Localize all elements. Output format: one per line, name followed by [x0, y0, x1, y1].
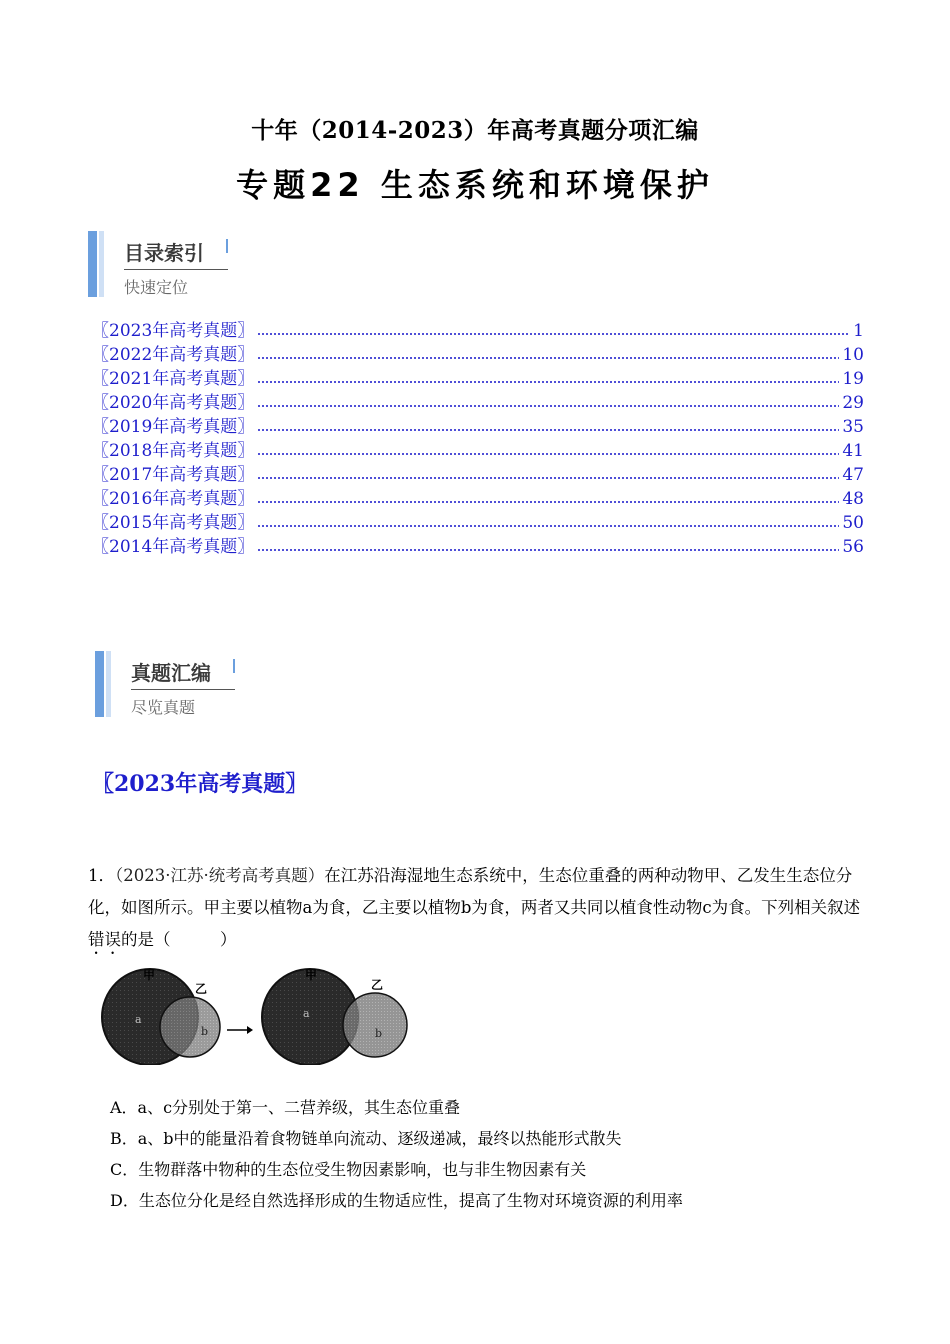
toc-entry-page[interactable]: 10 [842, 345, 864, 365]
option-d[interactable]: D．生态位分化是经自然选择形成的生物适应性，提高了生物对环境资源的利用率 [110, 1191, 683, 1210]
toc-entry-label[interactable]: 〖2016年高考真题〗 [92, 489, 255, 509]
toc-entry-label[interactable]: 〖2018年高考真题〗 [92, 441, 255, 461]
toc-entry-page[interactable]: 1 [853, 321, 864, 341]
inner-label-a: a [135, 1013, 142, 1026]
toc-leader-dots [257, 476, 839, 480]
toc-leader-dots [257, 524, 839, 528]
toc-leader-dots [257, 500, 839, 504]
toc-entry[interactable] [92, 484, 864, 508]
toc-leader-dots [257, 356, 839, 360]
inner-label-a-after: a [303, 1007, 310, 1020]
toc-section-caption: 快速定位 [124, 278, 189, 297]
toc-entry-page[interactable]: 47 [842, 465, 864, 485]
toc-entry-label[interactable]: 〖2022年高考真题〗 [92, 345, 255, 365]
toc-leader-dots [257, 404, 839, 408]
toc-entry[interactable] [92, 412, 864, 436]
toc-entry-page[interactable]: 48 [842, 489, 864, 509]
questions-section-header [95, 651, 255, 726]
toc-entry-page[interactable]: 19 [842, 369, 864, 389]
label-jia-after: 甲 [305, 968, 318, 982]
table-of-contents [92, 316, 864, 556]
toc-entry[interactable] [92, 508, 864, 532]
questions-section-caption: 尽览真题 [131, 698, 196, 717]
toc-entry-page[interactable]: 35 [842, 417, 864, 437]
section-bar [95, 651, 104, 717]
toc-entry[interactable] [92, 364, 864, 388]
toc-section-header [88, 231, 248, 306]
label-yi-after: 乙 [371, 978, 384, 992]
section-bar-light [106, 651, 111, 717]
toc-leader-dots [257, 380, 839, 384]
toc-leader-dots [257, 428, 839, 432]
toc-entry-page[interactable]: 29 [842, 393, 864, 413]
toc-leader-dots [257, 548, 839, 552]
label-yi: 乙 [195, 982, 208, 996]
inner-label-b-after: b [375, 1027, 383, 1040]
option-a[interactable]: A．a、c分别处于第一、二营养级，其生态位重叠 [110, 1098, 461, 1117]
inner-label-b: b [201, 1025, 209, 1038]
toc-section-label: 目录索引 [124, 241, 204, 265]
collection-subtitle: 十年（2014-2023）年高考真题分项汇编 [251, 117, 699, 144]
toc-entry-label[interactable]: 〖2019年高考真题〗 [92, 417, 255, 437]
topic-title: 专题22 生态系统和环境保护 [236, 166, 714, 204]
question-tail: 的是（ ） [121, 930, 237, 949]
arrow-head [247, 1026, 253, 1034]
niche-circle-b [160, 997, 220, 1057]
year-heading: 〖2023年高考真题〗 [92, 771, 308, 797]
question-number: 1． [88, 866, 115, 885]
section-rule [124, 269, 228, 270]
option-b[interactable]: B．a、b中的能量沿着食物链单向流动、逐级递减，最终以热能形式散失 [110, 1129, 622, 1148]
niche-differentiation-diagram [95, 965, 425, 1065]
toc-entry-label[interactable]: 〖2014年高考真题〗 [92, 537, 255, 557]
toc-entry-label[interactable]: 〖2015年高考真题〗 [92, 513, 255, 533]
section-bar-light [99, 231, 104, 297]
toc-entry[interactable] [92, 532, 864, 556]
toc-entry-page[interactable]: 50 [842, 513, 864, 533]
toc-entry[interactable] [92, 316, 864, 340]
diagram-svg [95, 965, 425, 1065]
section-rule [131, 689, 235, 690]
toc-entry[interactable] [92, 436, 864, 460]
toc-entry[interactable] [92, 388, 864, 412]
niche-circle-b-after [343, 993, 407, 1057]
question-emphasis: 错误 [88, 930, 121, 949]
label-jia: 甲 [143, 968, 156, 982]
toc-entry-page[interactable]: 41 [842, 441, 864, 461]
question-1 [88, 860, 863, 958]
toc-entry-label[interactable]: 〖2021年高考真题〗 [92, 369, 255, 389]
toc-entry-label[interactable]: 〖2020年高考真题〗 [92, 393, 255, 413]
option-c[interactable]: C．生物群落中物种的生态位受生物因素影响，也与非生物因素有关 [110, 1160, 587, 1179]
toc-entry[interactable] [92, 460, 864, 484]
toc-leader-dots [257, 332, 850, 336]
question-source: （2023·江苏·统考高考真题） [115, 866, 325, 885]
answer-options [110, 1092, 683, 1216]
toc-entry-label[interactable]: 〖2017年高考真题〗 [92, 465, 255, 485]
section-bar [88, 231, 97, 297]
question-text: 在江苏沿海湿地生态系统中，生态位重叠的两种动物甲、乙发生生态位分化，如图所示。甲主要以植物a为食，乙主要以植物b为食，两者又共同以植食性动物c为食。下列相关叙述 [88, 866, 861, 917]
toc-entry-page[interactable]: 56 [842, 537, 864, 557]
toc-entry[interactable] [92, 340, 864, 364]
toc-entry-label[interactable]: 〖2023年高考真题〗 [92, 321, 255, 341]
section-tick [233, 659, 235, 673]
questions-section-label: 真题汇编 [131, 661, 211, 685]
section-tick [226, 239, 228, 253]
toc-leader-dots [257, 452, 839, 456]
